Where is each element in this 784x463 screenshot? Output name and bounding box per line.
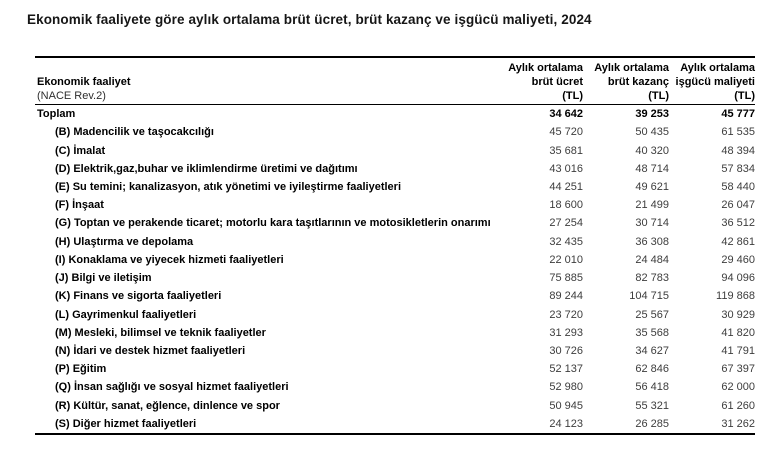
value-cell: 43 016 <box>549 162 583 175</box>
value-cell: 39 253 <box>635 108 669 121</box>
table-header-row <box>35 56 755 105</box>
value-cell: 119 868 <box>716 290 755 303</box>
value-cell: 50 435 <box>635 126 669 139</box>
table-row <box>35 342 755 360</box>
value-cell: 22 010 <box>549 253 583 266</box>
column-header-line: Aylık ortalama <box>508 62 583 74</box>
value-cell: 35 568 <box>635 326 669 339</box>
value-cell: 27 254 <box>549 217 583 230</box>
value-cell: 31 293 <box>549 326 583 339</box>
activity-label: (J) Bilgi ve iletişim <box>55 272 152 285</box>
activity-label: (P) Eğitim <box>55 363 107 376</box>
column-header-activity-title: Ekonomik faaliyet <box>37 76 131 88</box>
table-row <box>35 360 755 378</box>
wage-table <box>35 56 755 435</box>
value-cell: 41 820 <box>721 326 755 339</box>
value-cell: 48 394 <box>721 144 755 157</box>
value-cell: 55 321 <box>635 399 669 412</box>
column-header-line: brüt kazanç <box>607 75 669 88</box>
value-cell: 36 308 <box>635 235 669 248</box>
activity-label: (D) Elektrik,gaz,buhar ve iklimlendirme üretimi ve dağıtımı <box>55 162 358 175</box>
value-cell: 24 123 <box>549 417 583 430</box>
activity-label: (E) Su temini; kanalizasyon, atık yönetimi ve iyileştirme faaliyetleri <box>55 180 402 193</box>
value-cell: 62 846 <box>635 363 669 376</box>
column-header-labour-cost <box>669 58 755 104</box>
column-header-line: (TL) <box>734 89 755 102</box>
value-cell: 36 512 <box>721 217 755 230</box>
activity-label: (F) İnşaat <box>55 199 104 212</box>
table-row <box>35 324 755 342</box>
value-cell: 89 244 <box>549 290 583 303</box>
value-cell: 40 320 <box>635 144 669 157</box>
table-row <box>35 141 755 159</box>
table-row <box>35 251 755 269</box>
value-cell: 23 720 <box>549 308 583 321</box>
column-header-gross-wage <box>497 58 583 104</box>
activity-label: (S) Diğer hizmet faaliyetleri <box>55 417 197 430</box>
table-row <box>35 287 755 305</box>
activity-label: (I) Konaklama ve yiyecek hizmeti faaliyetleri <box>55 253 284 266</box>
column-header-line: Aylık ortalama <box>594 62 669 74</box>
value-cell: 24 484 <box>635 253 669 266</box>
value-cell: 29 460 <box>721 253 755 266</box>
value-cell: 82 783 <box>635 272 669 285</box>
page-title: Ekonomik faaliyete göre aylık ortalama brüt ücret, brüt kazanç ve işgücü maliyeti, 2024 <box>27 12 592 27</box>
activity-label: (R) Kültür, sanat, eğlence, dinlence ve spor <box>55 399 280 412</box>
column-header-line: (TL) <box>648 89 669 102</box>
value-cell: 56 418 <box>635 381 669 394</box>
value-cell: 25 567 <box>635 308 669 321</box>
value-cell: 35 681 <box>549 144 583 157</box>
value-cell: 94 096 <box>721 272 755 285</box>
value-cell: 45 720 <box>549 126 583 139</box>
activity-label: (Q) İnsan sağlığı ve sosyal hizmet faaliyetleri <box>55 381 289 394</box>
column-header-activity-subtitle: (NACE Rev.2) <box>37 90 106 102</box>
value-cell: 34 642 <box>549 108 583 121</box>
table-row <box>35 196 755 214</box>
value-cell: 42 861 <box>721 235 755 248</box>
column-header-activity <box>35 58 497 104</box>
table-row <box>35 397 755 415</box>
activity-label: (B) Madencilik ve taşocakcılığı <box>55 126 214 139</box>
table-row <box>35 178 755 196</box>
table-row <box>35 123 755 141</box>
table-row <box>35 160 755 178</box>
activity-label: (H) Ulaştırma ve depolama <box>55 235 194 248</box>
value-cell: 18 600 <box>549 199 583 212</box>
value-cell: 75 885 <box>549 272 583 285</box>
value-cell: 48 714 <box>635 162 669 175</box>
table-row <box>35 378 755 396</box>
activity-label: Toplam <box>37 108 76 121</box>
value-cell: 58 440 <box>721 180 755 193</box>
value-cell: 49 621 <box>635 180 669 193</box>
value-cell: 21 499 <box>635 199 669 212</box>
value-cell: 30 929 <box>721 308 755 321</box>
value-cell: 31 262 <box>721 417 755 430</box>
value-cell: 62 000 <box>721 381 755 394</box>
value-cell: 57 834 <box>721 162 755 175</box>
value-cell: 45 777 <box>721 108 755 121</box>
value-cell: 50 945 <box>549 399 583 412</box>
column-header-line: (TL) <box>562 89 583 102</box>
value-cell: 26 285 <box>635 417 669 430</box>
column-header-gross-earnings <box>583 58 669 104</box>
table-row <box>35 233 755 251</box>
value-cell: 52 980 <box>549 381 583 394</box>
activity-label: (C) İmalat <box>55 144 106 157</box>
value-cell: 30 726 <box>549 344 583 357</box>
table-row <box>35 415 755 433</box>
value-cell: 67 397 <box>721 363 755 376</box>
column-header-line: brüt ücret <box>531 75 583 88</box>
table-row <box>35 105 755 123</box>
value-cell: 52 137 <box>549 363 583 376</box>
value-cell: 32 435 <box>549 235 583 248</box>
column-header-line: Aylık ortalama <box>680 62 755 74</box>
activity-label: (K) Finans ve sigorta faaliyetleri <box>55 290 222 303</box>
value-cell: 41 791 <box>721 344 755 357</box>
table-row <box>35 305 755 323</box>
value-cell: 26 047 <box>721 199 755 212</box>
value-cell: 61 535 <box>721 126 755 139</box>
activity-label: (M) Mesleki, bilimsel ve teknik faaliyetler <box>55 326 266 339</box>
activity-label: (N) İdari ve destek hizmet faaliyetleri <box>55 344 246 357</box>
column-header-line: işgücü maliyeti <box>675 75 755 88</box>
activity-label: (L) Gayrimenkul faaliyetleri <box>55 308 197 321</box>
value-cell: 61 260 <box>721 399 755 412</box>
table-row <box>35 214 755 232</box>
value-cell: 30 714 <box>635 217 669 230</box>
table-body <box>35 105 755 435</box>
value-cell: 44 251 <box>549 180 583 193</box>
activity-label: (G) Toptan ve perakende ticaret; motorlu kara taşıtlarının ve motosikletlerin onarımı <box>55 217 491 230</box>
value-cell: 104 715 <box>629 290 669 303</box>
table-row <box>35 269 755 287</box>
value-cell: 34 627 <box>635 344 669 357</box>
